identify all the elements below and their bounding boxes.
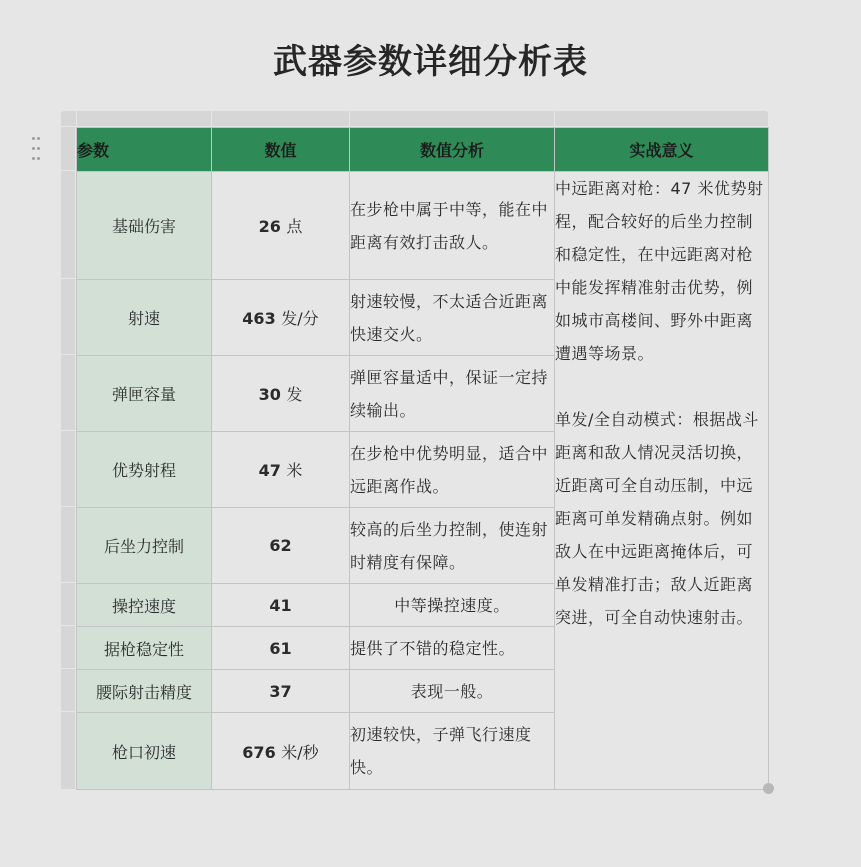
page-title: 武器参数详细分析表 xyxy=(273,42,588,82)
value-unit: 米 xyxy=(286,461,303,480)
value-number: 26 xyxy=(258,217,281,236)
analysis-cell[interactable]: 较高的后坐力控制，使连射时精度有保障。 xyxy=(350,508,555,584)
param-cell[interactable]: 操控速度 xyxy=(77,584,212,627)
value-unit: 米/秒 xyxy=(281,742,319,762)
param-cell[interactable]: 射速 xyxy=(77,280,212,356)
param-cell[interactable]: 弹匣容量 xyxy=(77,356,212,432)
weapon-stats-table xyxy=(76,127,769,790)
value-unit: 发 xyxy=(286,385,303,404)
param-cell[interactable]: 优势射程 xyxy=(77,432,212,508)
table-row xyxy=(77,172,769,280)
value-number: 463 xyxy=(242,309,276,328)
value-number: 676 xyxy=(242,742,276,762)
param-cell[interactable]: 后坐力控制 xyxy=(77,508,212,584)
column-header-strip[interactable] xyxy=(61,111,768,126)
drag-handle-icon[interactable] xyxy=(29,132,43,152)
meaning-paragraph-range: 中远距离对枪：47 米优势射程，配合较好的后坐力控制和稳定性，在中远距离对枪中能发挥精准射击优势，例如城市高楼间、野外中距离遭遇等场景。 xyxy=(555,179,764,363)
value-cell[interactable] xyxy=(212,508,350,584)
value-number: 47 xyxy=(258,461,281,480)
analysis-cell[interactable]: 初速较快，子弹飞行速度快。 xyxy=(350,713,555,790)
analysis-cell[interactable]: 中等操控速度。 xyxy=(350,584,555,627)
header-param[interactable]: 参数 xyxy=(77,128,212,172)
header-row xyxy=(77,128,769,172)
analysis-cell[interactable]: 在步枪中属于中等，能在中距离有效打击敌人。 xyxy=(350,172,555,280)
value-cell[interactable] xyxy=(212,670,350,713)
param-cell[interactable]: 据枪稳定性 xyxy=(77,627,212,670)
value-cell[interactable] xyxy=(212,713,350,790)
meaning-cell[interactable] xyxy=(555,172,769,790)
value-number: 37 xyxy=(269,681,292,701)
row-header-strip[interactable] xyxy=(61,127,75,789)
value-number: 30 xyxy=(258,385,281,404)
value-cell[interactable] xyxy=(212,432,350,508)
value-cell[interactable] xyxy=(212,627,350,670)
header-meaning[interactable]: 实战意义 xyxy=(555,128,769,172)
param-cell[interactable]: 基础伤害 xyxy=(77,172,212,280)
value-cell[interactable] xyxy=(212,356,350,432)
header-value[interactable]: 数值 xyxy=(212,128,350,172)
analysis-cell[interactable]: 提供了不错的稳定性。 xyxy=(350,627,555,670)
value-number: 62 xyxy=(269,536,292,555)
param-cell[interactable]: 腰际射击精度 xyxy=(77,670,212,713)
value-unit: 点 xyxy=(286,217,303,236)
analysis-cell[interactable]: 弹匣容量适中，保证一定持续输出。 xyxy=(350,356,555,432)
value-number: 61 xyxy=(269,638,292,658)
value-unit: 发/分 xyxy=(281,309,319,328)
meaning-paragraph-mode: 单发/全自动模式：根据战斗距离和敌人情况灵活切换，近距离可全自动压制，中远距离可单发精确点射。例如敌人在中远距离掩体后，可单发精准打击；敌人近距离突进，可全自动快速射击。 xyxy=(555,410,759,627)
value-cell[interactable] xyxy=(212,280,350,356)
analysis-cell[interactable]: 表现一般。 xyxy=(350,670,555,713)
resize-handle-icon[interactable] xyxy=(763,783,774,794)
analysis-cell[interactable]: 射速较慢，不太适合近距离快速交火。 xyxy=(350,280,555,356)
param-cell[interactable]: 枪口初速 xyxy=(77,713,212,790)
value-cell[interactable] xyxy=(212,584,350,627)
value-cell[interactable] xyxy=(212,172,350,280)
value-number: 41 xyxy=(269,595,292,615)
analysis-cell[interactable]: 在步枪中优势明显，适合中远距离作战。 xyxy=(350,432,555,508)
header-analysis[interactable]: 数值分析 xyxy=(350,128,555,172)
